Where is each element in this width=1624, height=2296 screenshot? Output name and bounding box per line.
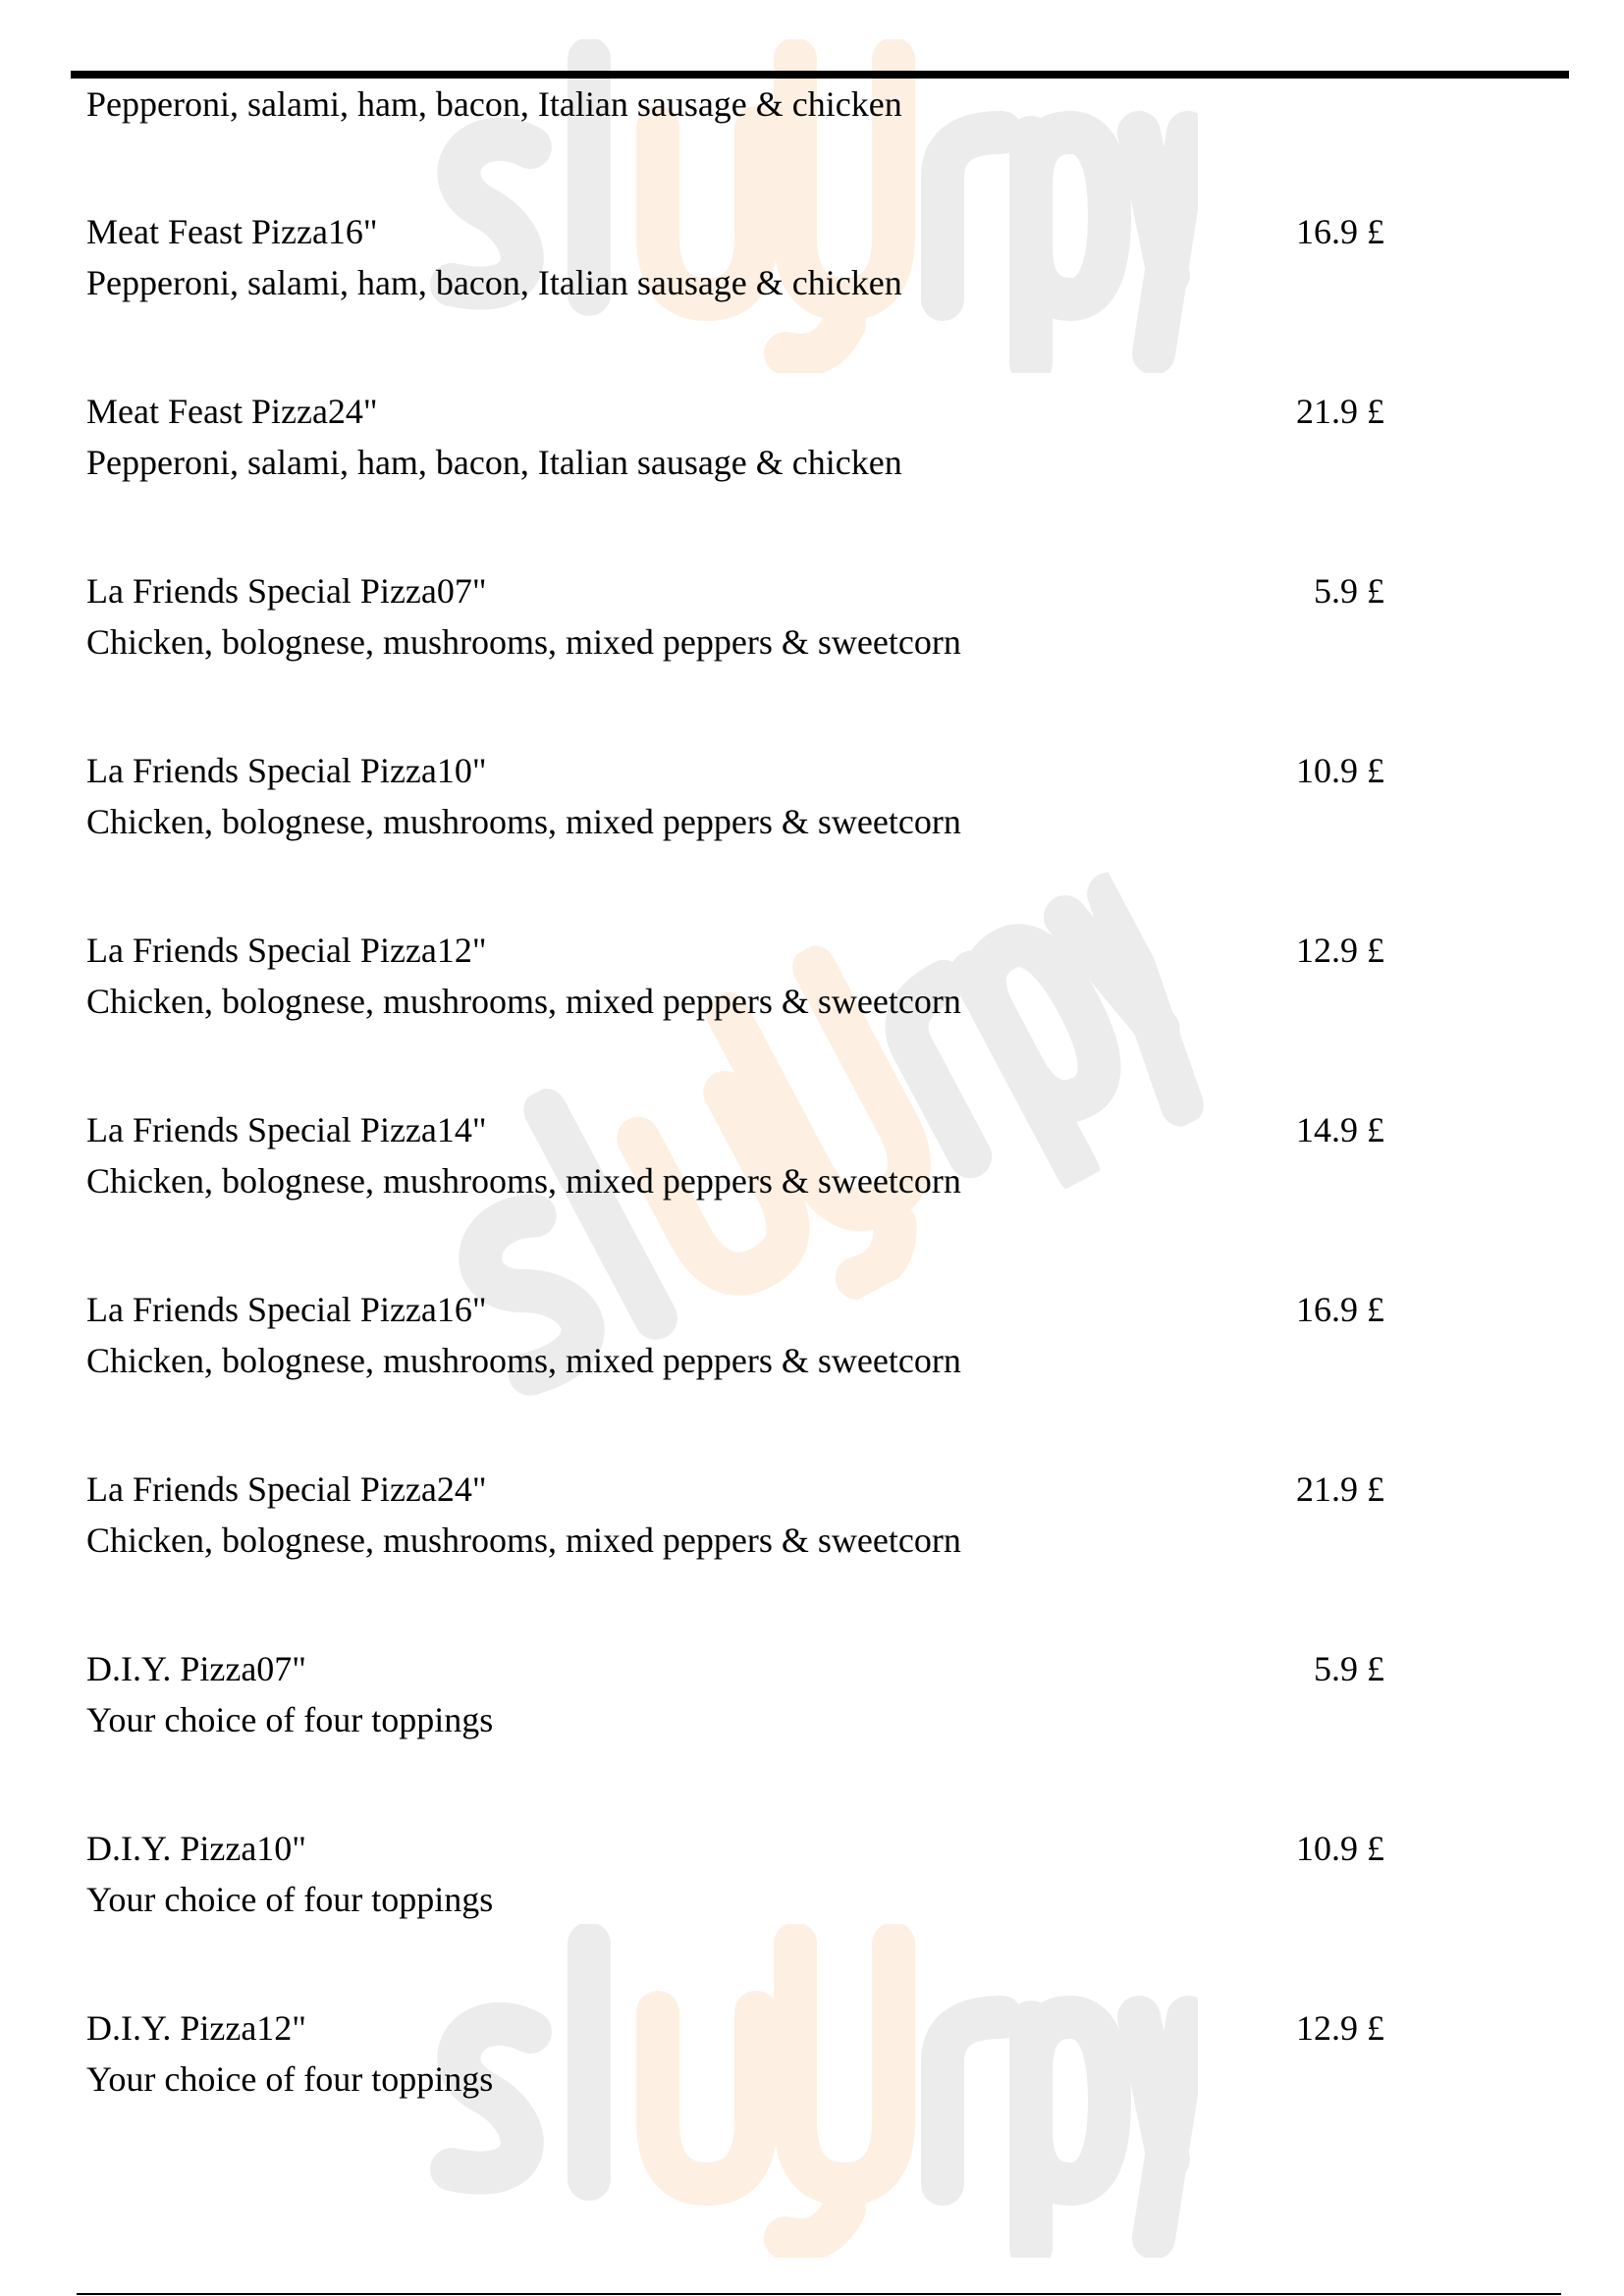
item-name: Meat Feast Pizza16" xyxy=(86,212,378,251)
item-price: 14.9 £ xyxy=(1296,1110,1384,1149)
item-name: Meat Feast Pizza24" xyxy=(86,392,378,431)
item-description: Your choice of four toppings xyxy=(86,2059,494,2099)
item-description: Chicken, bolognese, mushrooms, mixed peppers & sweetcorn xyxy=(86,802,961,841)
continued-description: Pepperoni, salami, ham, bacon, Italian sausage & chicken xyxy=(86,84,902,124)
item-name: La Friends Special Pizza12" xyxy=(86,931,487,970)
item-description: Chicken, bolognese, mushrooms, mixed peppers & sweetcorn xyxy=(86,1161,961,1201)
item-price: 21.9 £ xyxy=(1296,1469,1384,1509)
item-description: Chicken, bolognese, mushrooms, mixed peppers & sweetcorn xyxy=(86,982,961,1021)
item-name: La Friends Special Pizza10" xyxy=(86,751,487,790)
item-name: La Friends Special Pizza16" xyxy=(86,1290,487,1329)
top-rule xyxy=(71,71,1569,79)
item-description: Your choice of four toppings xyxy=(86,1880,494,1919)
item-price: 16.9 £ xyxy=(1296,212,1384,251)
item-description: Your choice of four toppings xyxy=(86,1700,494,1739)
item-name: D.I.Y. Pizza10" xyxy=(86,1829,306,1868)
item-price: 21.9 £ xyxy=(1296,392,1384,431)
item-price: 16.9 £ xyxy=(1296,1290,1384,1329)
item-description: Pepperoni, salami, ham, bacon, Italian sausage & chicken xyxy=(86,443,902,482)
item-price: 5.9 £ xyxy=(1314,571,1384,611)
bottom-rule xyxy=(77,2293,1561,2295)
item-description: Chicken, bolognese, mushrooms, mixed peppers & sweetcorn xyxy=(86,1521,961,1560)
item-price: 12.9 £ xyxy=(1296,931,1384,970)
item-price: 12.9 £ xyxy=(1296,2008,1384,2048)
item-price: 10.9 £ xyxy=(1296,751,1384,790)
watermark-logo xyxy=(412,1924,1198,2258)
item-name: D.I.Y. Pizza12" xyxy=(86,2008,306,2048)
item-description: Chicken, bolognese, mushrooms, mixed peppers & sweetcorn xyxy=(86,622,961,662)
item-price: 10.9 £ xyxy=(1296,1829,1384,1868)
item-name: D.I.Y. Pizza07" xyxy=(86,1649,306,1688)
item-name: La Friends Special Pizza07" xyxy=(86,571,487,611)
item-name: La Friends Special Pizza24" xyxy=(86,1469,487,1509)
item-name: La Friends Special Pizza14" xyxy=(86,1110,487,1149)
item-description: Pepperoni, salami, ham, bacon, Italian sausage & chicken xyxy=(86,263,902,302)
item-price: 5.9 £ xyxy=(1314,1649,1384,1688)
item-description: Chicken, bolognese, mushrooms, mixed peppers & sweetcorn xyxy=(86,1341,961,1380)
